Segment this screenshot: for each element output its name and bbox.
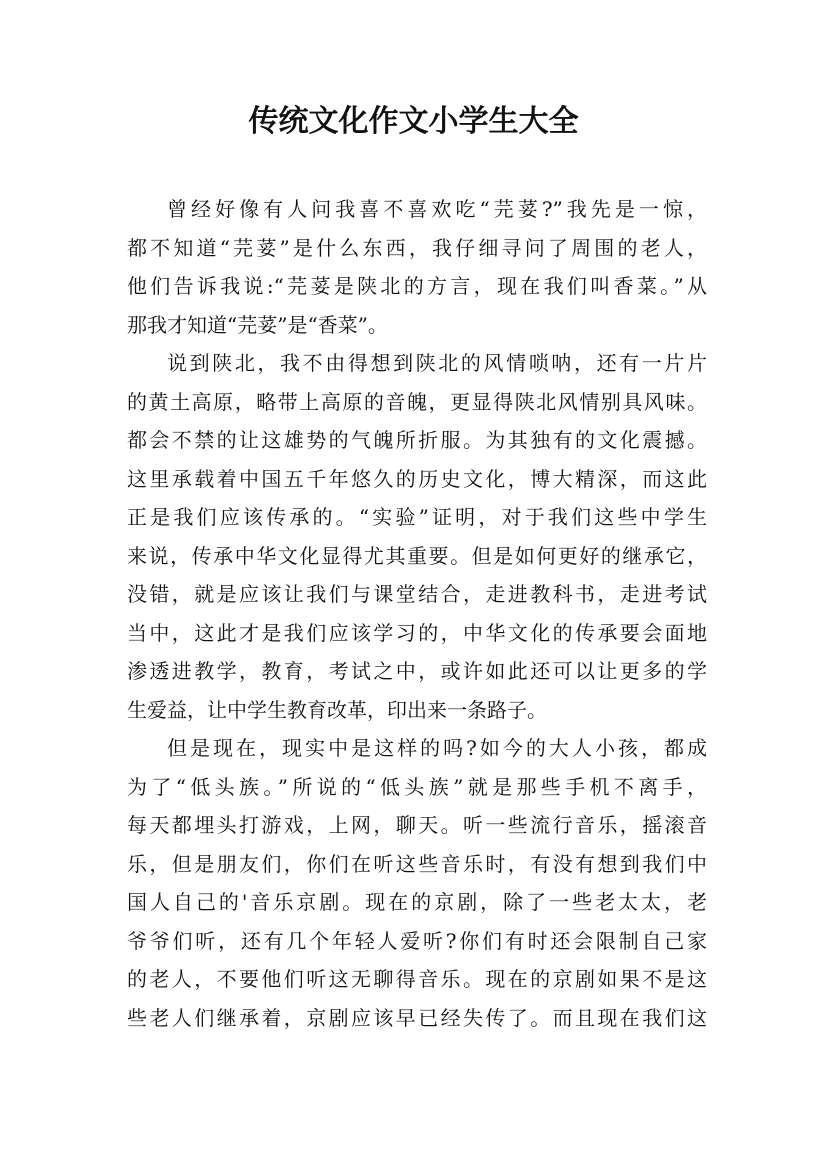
text-line: 都不知道“芫荽”是什么东西，我仔细寻问了周围的老人， (127, 235, 707, 260)
text-line: 乐，但是朋友们，你们在听这些音乐时，有没有想到我们中 (127, 851, 707, 876)
text-line: 都会不禁的让这雄势的气魄所折服。为其独有的文化震撼。 (127, 428, 707, 452)
text-line: 没错，就是应该让我们与课堂结合，走进教科书，走进考试 (127, 582, 707, 606)
text-line: 但是现在，现实中是这样的吗?如今的大人小孩，都成 (167, 736, 707, 760)
text-line: 这里承载着中国五千年悠久的历史文化，博大精深，而这此 (127, 466, 707, 491)
text-line: 国人自己的'音乐京剧。现在的京剧，除了一些老太太，老 (127, 890, 707, 914)
text-line: 些老人们继承着，京剧应该早已经失传了。而且现在我们这 (127, 1005, 707, 1030)
text-line: 来说，传承中华文化显得尤其重要。但是如何更好的继承它， (127, 543, 707, 568)
text-line: 说到陕北，我不由得想到陕北的风情唢呐，还有一片片 (167, 351, 707, 375)
document-body (127, 190, 707, 1037)
text-line: 为了“低头族。”所说的“低头族”就是那些手机不离手， (127, 774, 707, 799)
text-line: 的老人，不要他们听这无聊得音乐。现在的京剧如果不是这 (127, 967, 707, 991)
text-line: 生爱益，让中学生教育改革，印出来一条路子。 (127, 697, 547, 722)
text-line: 他们告诉我说:“芫荽是陕北的方言，现在我们叫香菜。”从 (127, 274, 707, 298)
text-line: 曾经好像有人问我喜不喜欢吃“芫荽?”我先是一惊， (167, 197, 707, 221)
text-line: 当中，这此才是我们应该学习的，中华文化的传承要会面地 (127, 620, 707, 645)
text-line: 渗透进教学，教育，考试之中，或许如此还可以让更多的学 (127, 659, 707, 683)
text-line: 爷爷们听，还有几个年轻人爱听?你们有时还会限制自己家 (127, 928, 707, 953)
text-line: 正是我们应该传承的。“实验”证明，对于我们这些中学生 (127, 505, 707, 529)
text-line: 每天都埋头打游戏，上网，聊天。听一些流行音乐，摇滚音 (127, 813, 707, 837)
document-title: 传统文化作文小学生大全 (248, 104, 579, 139)
text-line: 那我才知道“芫荽”是“香菜”。 (127, 312, 388, 337)
text-line: 的黄土高原，略带上高原的音魄，更显得陕北风情别具风味。 (127, 389, 707, 414)
